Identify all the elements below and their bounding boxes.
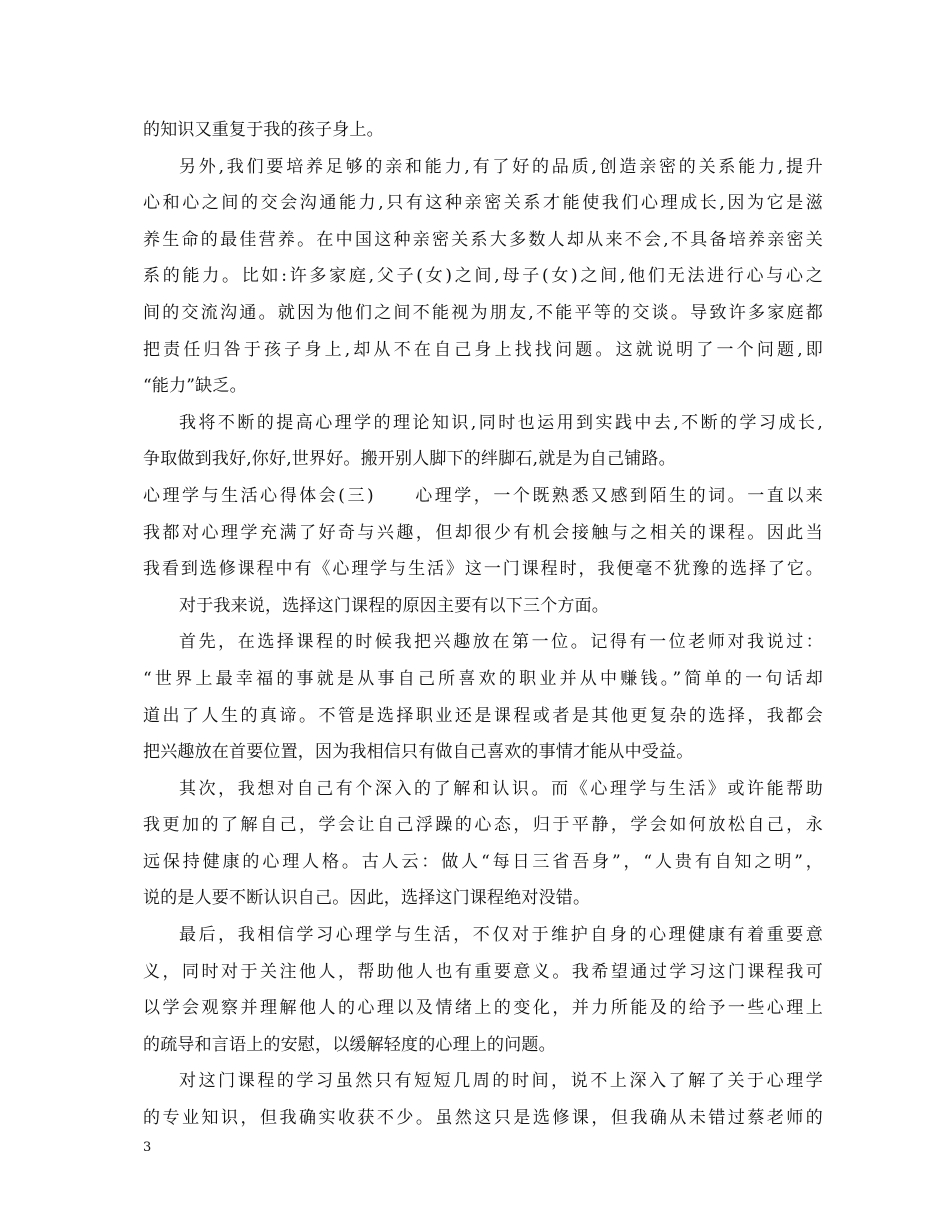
text-line: 我都对心理学充满了好奇与兴趣，但却很少有机会接触与之相关的课程。因此当 <box>143 522 823 543</box>
text-line: 对于我来说，选择这门课程的原因主要有以下三个方面。 <box>179 595 609 616</box>
text-line: 另外,我们要培养足够的亲和能力,有了好的品质,创造亲密的关系能力,提升 <box>179 156 823 177</box>
text-line: 远保持健康的心理人格。古人云：做人“每日三省吾身”，“人贵有自知之明”， <box>143 851 823 872</box>
text-line: 把责任归咎于孩子身上,却从不在自己身上找找问题。这就说明了一个问题,即 <box>143 339 823 360</box>
text-line: 其次，我想对自己有个深入的了解和认识。而《心理学与生活》或许能帮助 <box>179 778 823 799</box>
text-line: 对这门课程的学习虽然只有短短几周的时间，说不上深入了解了关于心理学 <box>179 1071 823 1092</box>
text-line: 间的交流沟通。就因为他们之间不能视为朋友,不能平等的交谈。导致许多家庭都 <box>143 302 823 323</box>
text-line: 的专业知识，但我确实收获不少。虽然这只是选修课，但我确从未错过蔡老师的 <box>143 1108 823 1129</box>
text-line: 我将不断的提高心理学的理论知识,同时也运用到实践中去,不断的学习成长, <box>179 412 823 433</box>
text-line: 以学会观察并理解他人的心理以及情绪上的变化，并力所能及的给予一些心理上 <box>143 998 823 1019</box>
text-line: 的疏导和言语上的安慰，以缓解轻度的心理上的问题。 <box>143 1034 556 1055</box>
text-line: 把兴趣放在首要位置，因为我相信只有做自己喜欢的事情才能从中受益。 <box>143 742 694 763</box>
text-line: 我看到选修课程中有《心理学与生活》这一门课程时，我便毫不犹豫的选择了它。 <box>143 559 823 580</box>
page-number: 3 <box>143 1140 152 1155</box>
text-line: 心理学与生活心得体会(三) 心理学，一个既熟悉又感到陌生的词。一直以来 <box>143 485 823 506</box>
text-line: 争取做到我好,你好,世界好。搬开别人脚下的绊脚石,就是为自己铺路。 <box>143 449 676 470</box>
text-line: “能力”缺乏。 <box>143 376 247 397</box>
text-line: 的知识又重复于我的孩子身上。 <box>143 120 384 140</box>
text-line: 最后，我相信学习心理学与生活，不仅对于维护自身的心理健康有着重要意 <box>179 925 823 946</box>
text-line: 首先，在选择课程的时候我把兴趣放在第一位。记得有一位老师对我说过： <box>179 632 823 653</box>
document-body <box>143 112 823 1137</box>
text-line: 系的能力。比如:许多家庭,父子(女)之间,母子(女)之间,他们无法进行心与心之 <box>143 266 823 287</box>
text-line: 养生命的最佳营养。在中国这种亲密关系大多数人却从来不会,不具备培养亲密关 <box>143 229 823 250</box>
text-line: “世界上最幸福的事就是从事自己所喜欢的职业并从中赚钱。”简单的一句话却 <box>143 668 823 689</box>
text-line: 道出了人生的真谛。不管是选择职业还是课程或者是其他更复杂的选择，我都会 <box>143 705 823 726</box>
text-line: 我更加的了解自己，学会让自己浮躁的心态，归于平静，学会如何放松自己，永 <box>143 815 823 836</box>
text-line: 说的是人要不断认识自己。因此，选择这门课程绝对没错。 <box>143 888 591 909</box>
text-line: 义，同时对于关注他人，帮助他人也有重要意义。我希望通过学习这门课程我可 <box>143 961 823 982</box>
text-line: 心和心之间的交会沟通能力,只有这种亲密关系才能使我们心理成长,因为它是滋 <box>143 193 823 214</box>
